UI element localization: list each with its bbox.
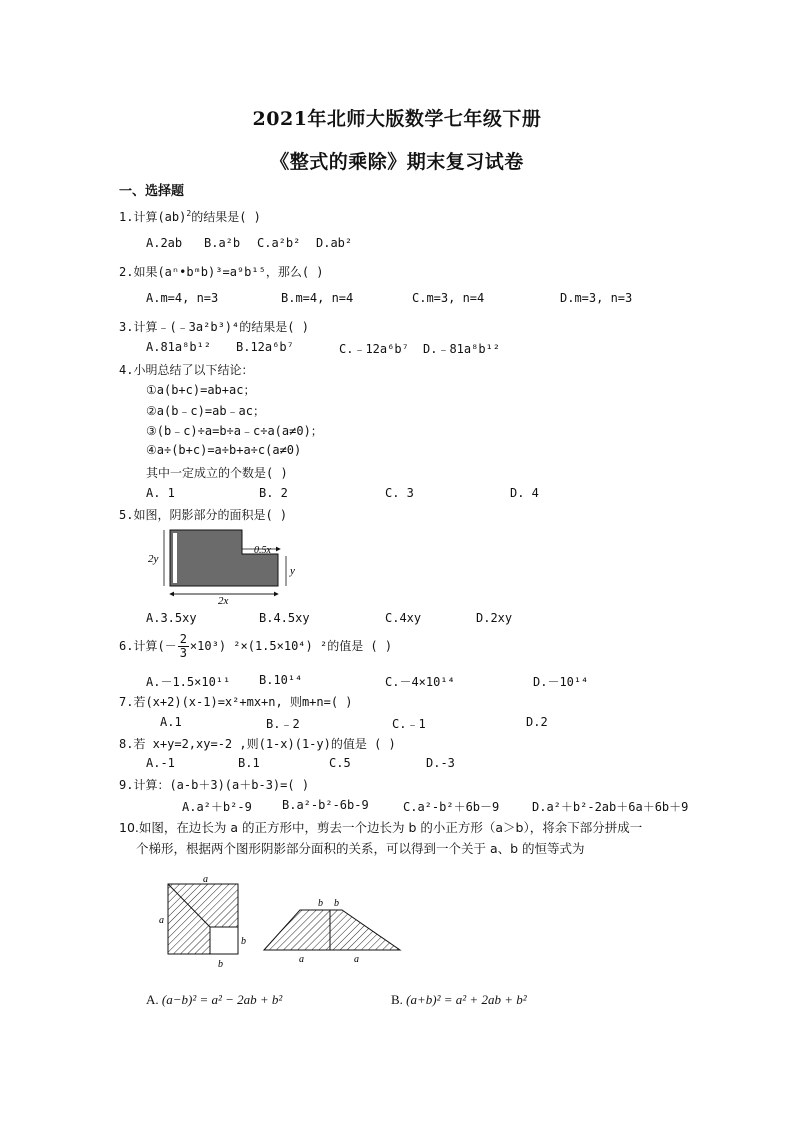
q10-label-b-right: b	[241, 936, 246, 947]
q7-option-c: C.﹣1	[392, 717, 426, 731]
q5-shaded-region	[170, 530, 278, 586]
q9-option-a: A.a²＋b²-9	[182, 800, 252, 814]
q3-option-a: A.81a⁸b¹²	[146, 340, 212, 354]
q6-option-a: A.－1.5×10¹¹	[146, 675, 231, 689]
q4-option-a: A. 1	[146, 486, 175, 500]
q6-option-b: B.10¹⁴	[259, 673, 303, 687]
q6-option-c: C.－4×10¹⁴	[385, 675, 455, 689]
q5-label-w: 2x	[218, 595, 229, 606]
q10-label-b-top-1: b	[318, 898, 323, 909]
question-8: 8.若 x+y=2,xy=-2 ,则(1-x)(1-y)的值是 ( )	[119, 737, 396, 751]
q10-option-a-formula: (a−b)² = a² − 2ab + b²	[161, 992, 283, 1007]
q3-option-b: B.12a⁶b⁷	[236, 340, 294, 354]
q10-option-b-label: B.	[391, 992, 403, 1007]
question-7: 7.若(x+2)(x-1)=x²+mx+n, 则m+n=( )	[119, 695, 353, 709]
q5-option-b: B.4.5xy	[259, 611, 310, 625]
question-9: 9.计算：(a-b＋3)(a＋b-3)=( )	[119, 778, 310, 792]
question-10-line2: 个梯形，根据两个图形阴影部分面积的关系，可以得到一个关于 a、b 的恒等式为	[136, 841, 585, 856]
q4-tail: 其中一定成立的个数是( )	[146, 466, 288, 480]
q5-label-notch-w: 0.5x	[254, 545, 271, 556]
q9-option-d: D.a²＋b²-2ab＋6a＋6b＋9	[532, 800, 689, 814]
question-3: 3.计算﹣(﹣3a²b³)⁴的结果是( )	[119, 320, 309, 334]
q10-label-a-top: a	[203, 874, 208, 885]
q7-option-b: B.﹣2	[266, 717, 300, 731]
question-1-text2: 的结果是( )	[191, 210, 261, 224]
q6-post: ×10³) ²×(1.5×10⁴) ²的值是 ( )	[189, 639, 393, 653]
q2-option-a: A.m=4, n=3	[146, 291, 219, 305]
section-heading: 一、选择题	[119, 184, 185, 199]
q7-option-d: D.2	[526, 715, 548, 729]
q10-label-b-top-2: b	[334, 898, 339, 909]
q6-fraction-num: 2	[179, 632, 187, 646]
question-1-text: 1.计算(ab)	[119, 210, 187, 224]
question-6	[119, 633, 392, 660]
question-1-sup: 2	[186, 209, 192, 218]
question-5: 5.如图，阴影部分的面积是( )	[119, 508, 288, 522]
q10-option-a	[146, 992, 282, 1008]
q5-option-a: A.3.5xy	[146, 611, 197, 625]
q1-option-d: D.ab²	[316, 236, 353, 250]
question-2: 2.如果(aⁿ•bᵐb)³=a⁹b¹⁵，那么( )	[119, 265, 324, 279]
q8-option-b: B.1	[238, 756, 260, 770]
q10-label-b-bottom: b	[218, 959, 223, 970]
q10-square-figure	[159, 874, 246, 970]
q7-option-a: A.1	[160, 715, 182, 729]
q8-option-a: A.-1	[146, 756, 175, 770]
q3-option-d: D.﹣81a⁸b¹²	[423, 342, 501, 356]
q9-option-c: C.a²-b²＋6b－9	[403, 800, 500, 814]
q2-option-b: B.m=4, n=4	[281, 291, 354, 305]
q10-trapezoid-figure	[264, 898, 400, 965]
q5-figure	[146, 524, 306, 606]
q10-label-a-bottom-1: a	[299, 954, 304, 965]
page-subtitle: 《整式的乘除》期末复习试卷	[270, 151, 524, 173]
q6-pre: 6.计算(－	[119, 639, 177, 653]
q4-item-2: ②a(b﹣c)=ab﹣ac；	[146, 404, 266, 418]
q8-option-d: D.-3	[426, 756, 455, 770]
q1-option-b: B.a²b	[204, 236, 241, 250]
q4-option-d: D. 4	[510, 486, 539, 500]
q5-option-c: C.4xy	[385, 611, 422, 625]
q10-label-a-bottom-2: a	[354, 954, 359, 965]
q1-option-a: A.2ab	[146, 236, 183, 250]
q5-label-notch-h: y	[290, 565, 295, 577]
q5-inner-border	[173, 533, 177, 583]
question-1	[119, 208, 261, 225]
question-10-line1: 10.如图，在边长为 a 的正方形中，剪去一个边长为 b 的小正方形（a＞b），将余下部分拼成一	[119, 820, 643, 835]
q4-item-3: ③(b﹣c)÷a=b÷a﹣c÷a(a≠0)；	[146, 424, 323, 438]
q6-fraction	[178, 633, 189, 660]
page-title: 2021年北师大版数学七年级下册	[252, 108, 542, 130]
q2-option-c: C.m=3, n=4	[412, 291, 485, 305]
q8-option-c: C.5	[329, 756, 351, 770]
q3-option-c: C.﹣12a⁶b⁷	[339, 342, 409, 356]
q10-option-b	[391, 992, 527, 1008]
q4-item-4: ④a÷(b+c)=a÷b+a÷c(a≠0)	[146, 443, 302, 457]
q10-small-square	[210, 927, 238, 954]
question-4: 4.小明总结了以下结论：	[119, 363, 254, 377]
q4-option-b: B. 2	[259, 486, 288, 500]
q4-option-c: C. 3	[385, 486, 414, 500]
q6-option-d: D.－10¹⁴	[533, 675, 589, 689]
q2-option-d: D.m=3, n=3	[560, 291, 633, 305]
q10-label-a-left: a	[159, 915, 164, 926]
q9-option-b: B.a²-b²-6b-9	[282, 798, 369, 812]
q10-option-a-label: A.	[146, 992, 159, 1007]
q5-label-h: 2y	[148, 553, 159, 565]
q5-option-d: D.2xy	[476, 611, 513, 625]
q4-item-1: ①a(b+c)=ab+ac；	[146, 383, 256, 397]
q10-option-b-formula: (a+b)² = a² + 2ab + b²	[406, 992, 527, 1007]
q6-fraction-den: 3	[179, 646, 187, 660]
q10-figure	[156, 872, 406, 972]
q1-option-c: C.a²b²	[257, 236, 301, 250]
